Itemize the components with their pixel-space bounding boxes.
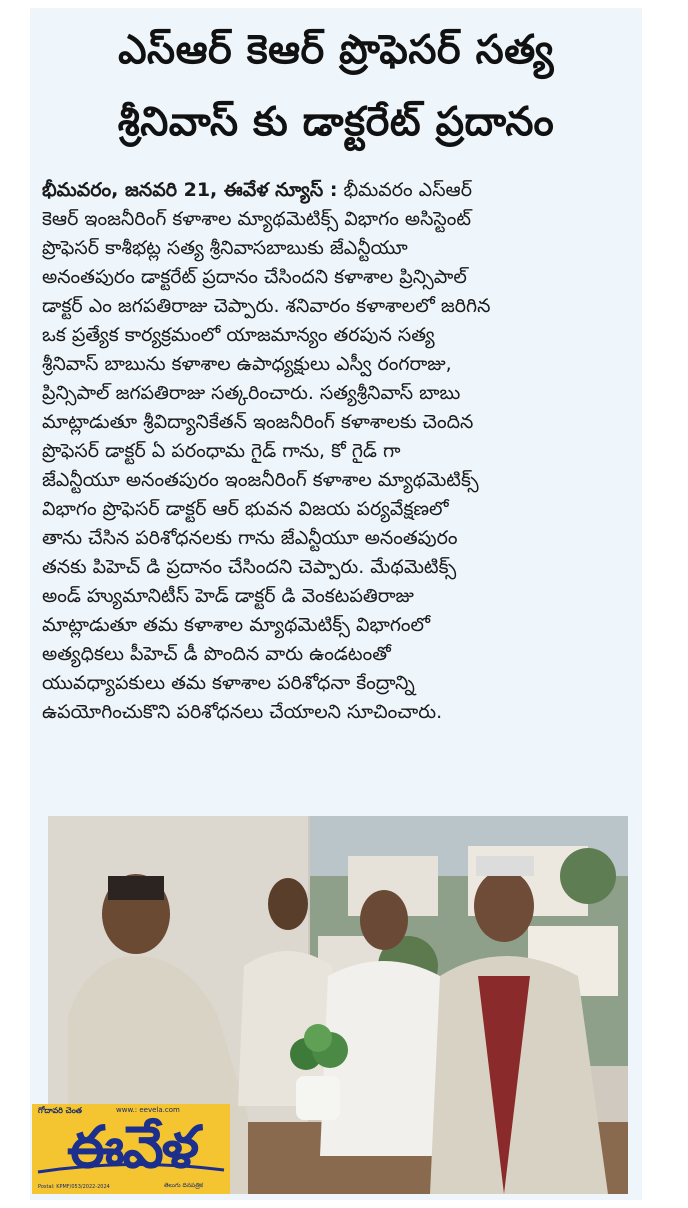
article-line: శ్రీనివాస్ బాబును కళాశాల ఉపాధ్యక్షులు ఎస్వీ రంగరాజు, bbox=[42, 353, 452, 375]
logo-website: www.: eevela.com bbox=[116, 1106, 180, 1114]
article-line: కెఆర్ ఇంజనీరింగ్ కళాశాల మ్యాథమెటిక్స్ విభాగం అసిస్టెంట్ bbox=[42, 208, 472, 230]
headline-line-2: శ్రీనివాస్ కు డాక్టరేట్ ప్రదానం bbox=[117, 99, 555, 145]
article-line: తనకు పిహెచ్ డి ప్రదానం చేసిందని చెప్పారు. మేథమెటిక్స్ bbox=[42, 556, 457, 578]
article-first-line bbox=[42, 176, 614, 205]
article-line: ప్రొఫెసర్ కాశీభట్ల సత్య శ్రీనివాసబాబుకు జేఎన్టీయూ bbox=[42, 237, 408, 259]
article-line: మాట్లాడుతూ శ్రీవిద్యానికేతన్ ఇంజనీరింగ్ కళాశాలకు చెందిన bbox=[42, 411, 474, 433]
article-body bbox=[42, 176, 614, 727]
article-line: యువధ్యాపకులు తమ కళాశాల పరిశోధనా కేంద్రాన్ని bbox=[42, 672, 415, 694]
article-dateline: భీమవరం, జనవరి 21, ఈవేళ న్యూస్ : bbox=[42, 179, 338, 201]
article-line: జేఎన్టీయూ అనంతపురం ఇంజనీరింగ్ కళాశాల మ్యాథమెటిక్స్ bbox=[42, 469, 479, 491]
article-line: డాక్టర్ ఎం జగపతిరాజు చెప్పారు. శనివారం కళాశాలలో జరిగిన bbox=[42, 295, 491, 317]
article-headline bbox=[42, 14, 630, 158]
logo-registration: Postal: KPMF/053/2022-2024 bbox=[38, 1184, 110, 1190]
article-line: అత్యధికలు పీహెచ్ డీ పొందిన వారు ఉండటంతో bbox=[42, 643, 391, 665]
article-line: ఉపయోగించుకొని పరిశోధనలు చేయాలని సూచించారు. bbox=[42, 701, 443, 723]
article-line: ప్రిన్సిపాల్ జగపతిరాజు సత్కరించారు. సత్యశ్రీనివాస్ బాబు bbox=[42, 382, 461, 404]
newspaper-logo bbox=[32, 1104, 230, 1194]
logo-tagline-bottom: తెలుగు దినపత్రిక bbox=[164, 1182, 204, 1189]
article-line: మాట్లాడుతూ తమ కళాశాల మ్యాథమెటిక్స్ విభాగంలో bbox=[42, 614, 431, 636]
logo-name: ఈవేళ bbox=[66, 1113, 198, 1181]
article-line: అనంతపురం డాక్టరేట్ ప్రదానం చేసిందని కళాశాల ప్రిన్సిపాల్ bbox=[42, 266, 467, 288]
article-line: ఒక ప్రత్యేక కార్యక్రమంలో యాజమాన్యం తరపున సత్య bbox=[42, 324, 435, 346]
article-line: భీమవరం ఎస్ఆర్ bbox=[343, 179, 472, 201]
article-line: తాను చేసిన పరిశోధనలకు గాను జేఎన్టీయూ అనంతపురం bbox=[42, 527, 458, 549]
logo-tagline-left: గోదావరి చెంత bbox=[38, 1106, 83, 1115]
logo-swoosh-icon bbox=[36, 1162, 226, 1174]
article-line: అండ్ హ్యుమానిటీస్ హెడ్ డాక్టర్ డి వెంకటపతిరాజు bbox=[42, 585, 414, 607]
headline-line-1: ఎస్ఆర్ కెఆర్ ప్రొఫెసర్ సత్య bbox=[118, 27, 554, 73]
article-line: ప్రొఫెసర్ డాక్టర్ ఏ పరంధామ గైడ్ గాను, కో గైడ్ గా bbox=[42, 440, 401, 462]
article-line: విభాగం ప్రొఫెసర్ డాక్టర్ ఆర్ భువన విజయ పర్యవేక్షణలో bbox=[42, 498, 449, 520]
